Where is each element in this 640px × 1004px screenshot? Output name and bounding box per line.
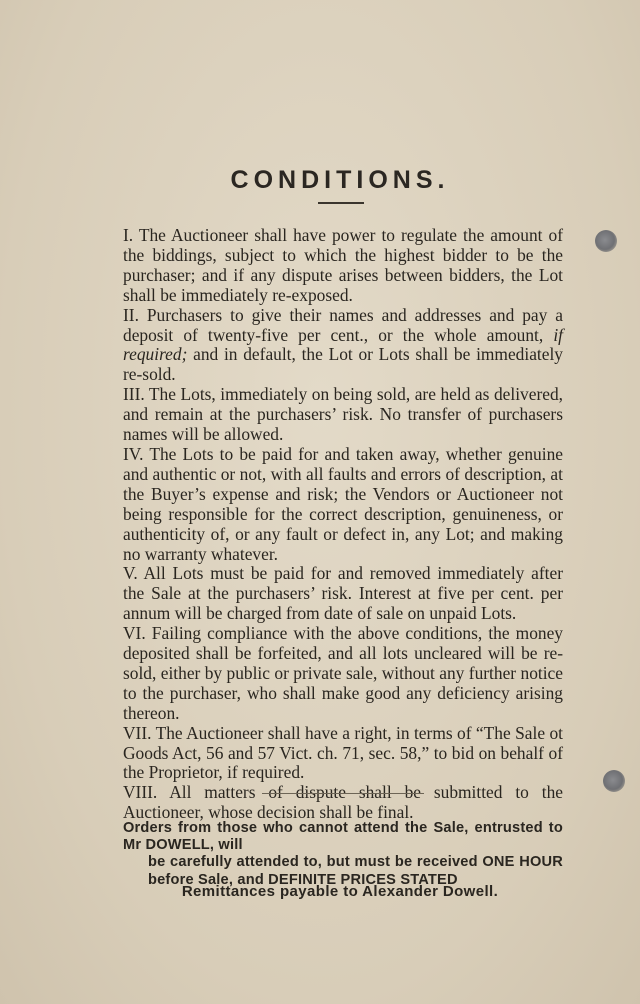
orders-notice-first-line: Orders from those who cannot attend the Sale, entrusted to Mr DOWELL, will xyxy=(123,820,563,854)
condition-8: VIII. All matters of dispute shall be submitted to the Auctioneer, whose decision shall be final. xyxy=(123,782,563,823)
condition-2-text: II. Purchasers to give their names and addresses and pay a deposit of twenty-five per cent., or the whole amount, xyxy=(123,304,563,345)
condition-4: IV. The Lots to be paid for and taken away, whether genuine and authentic or not, with all faults and errors of description, at the Buyer’s expense and risk; the Vendors or Auctioneer not being responsible for the correct description, genuineness, or authenticity of, or any fault or defect in, any Lot; and making no warranty whatever. xyxy=(123,443,563,564)
condition-2-italic: if required; xyxy=(123,324,563,365)
orders-notice xyxy=(123,820,563,889)
section-divider xyxy=(262,793,424,794)
orders-notice-body: be carefully attended to, but must be received ONE HOUR before Sale, and DEFINITE PRICES STATED xyxy=(148,854,563,888)
page-title: CONDITIONS. xyxy=(230,166,450,194)
condition-5: V. All Lots must be paid for and removed immediately after the Sale at the purchasers’ risk. Interest at five per cent. per annum will be charged from date of sale on unpaid Lots. xyxy=(123,563,563,624)
remittance-note: Remittances payable to Alexander Dowell. xyxy=(181,883,499,900)
condition-2-text-after: and in default, the Lot or Lots shall be immediately re-sold. xyxy=(123,344,563,385)
title-divider xyxy=(318,202,364,204)
condition-6: VI. Failing compliance with the above conditions, the money deposited shall be forfeited, and all lots uncleared will be re-sold, either by public or private sale, without any further notice to the purchaser, who shall make good any deficiency arising thereon. xyxy=(123,623,563,723)
condition-7: VII. The Auctioneer shall have a right, in terms of “The Sale ot Goods Act, 56 and 57 Vict. ch. 71, sec. 58,” to bid on behalf of the Proprietor, if required. xyxy=(123,722,563,783)
punch-hole-icon xyxy=(603,770,625,792)
conditions-list xyxy=(123,226,563,823)
condition-3: III. The Lots, immediately on being sold, are held as delivered, and remain at the purchasers’ risk. No transfer of purchasers names will be allowed. xyxy=(123,384,563,445)
condition-1: I. The Auctioneer shall have power to regulate the amount of the biddings, subject to which the highest bidder to be the purchaser; and if any dispute arises between bidders, the Lot shall be immediately re-exposed. xyxy=(123,225,563,305)
condition-2 xyxy=(123,306,563,386)
punch-hole-icon xyxy=(595,230,617,252)
